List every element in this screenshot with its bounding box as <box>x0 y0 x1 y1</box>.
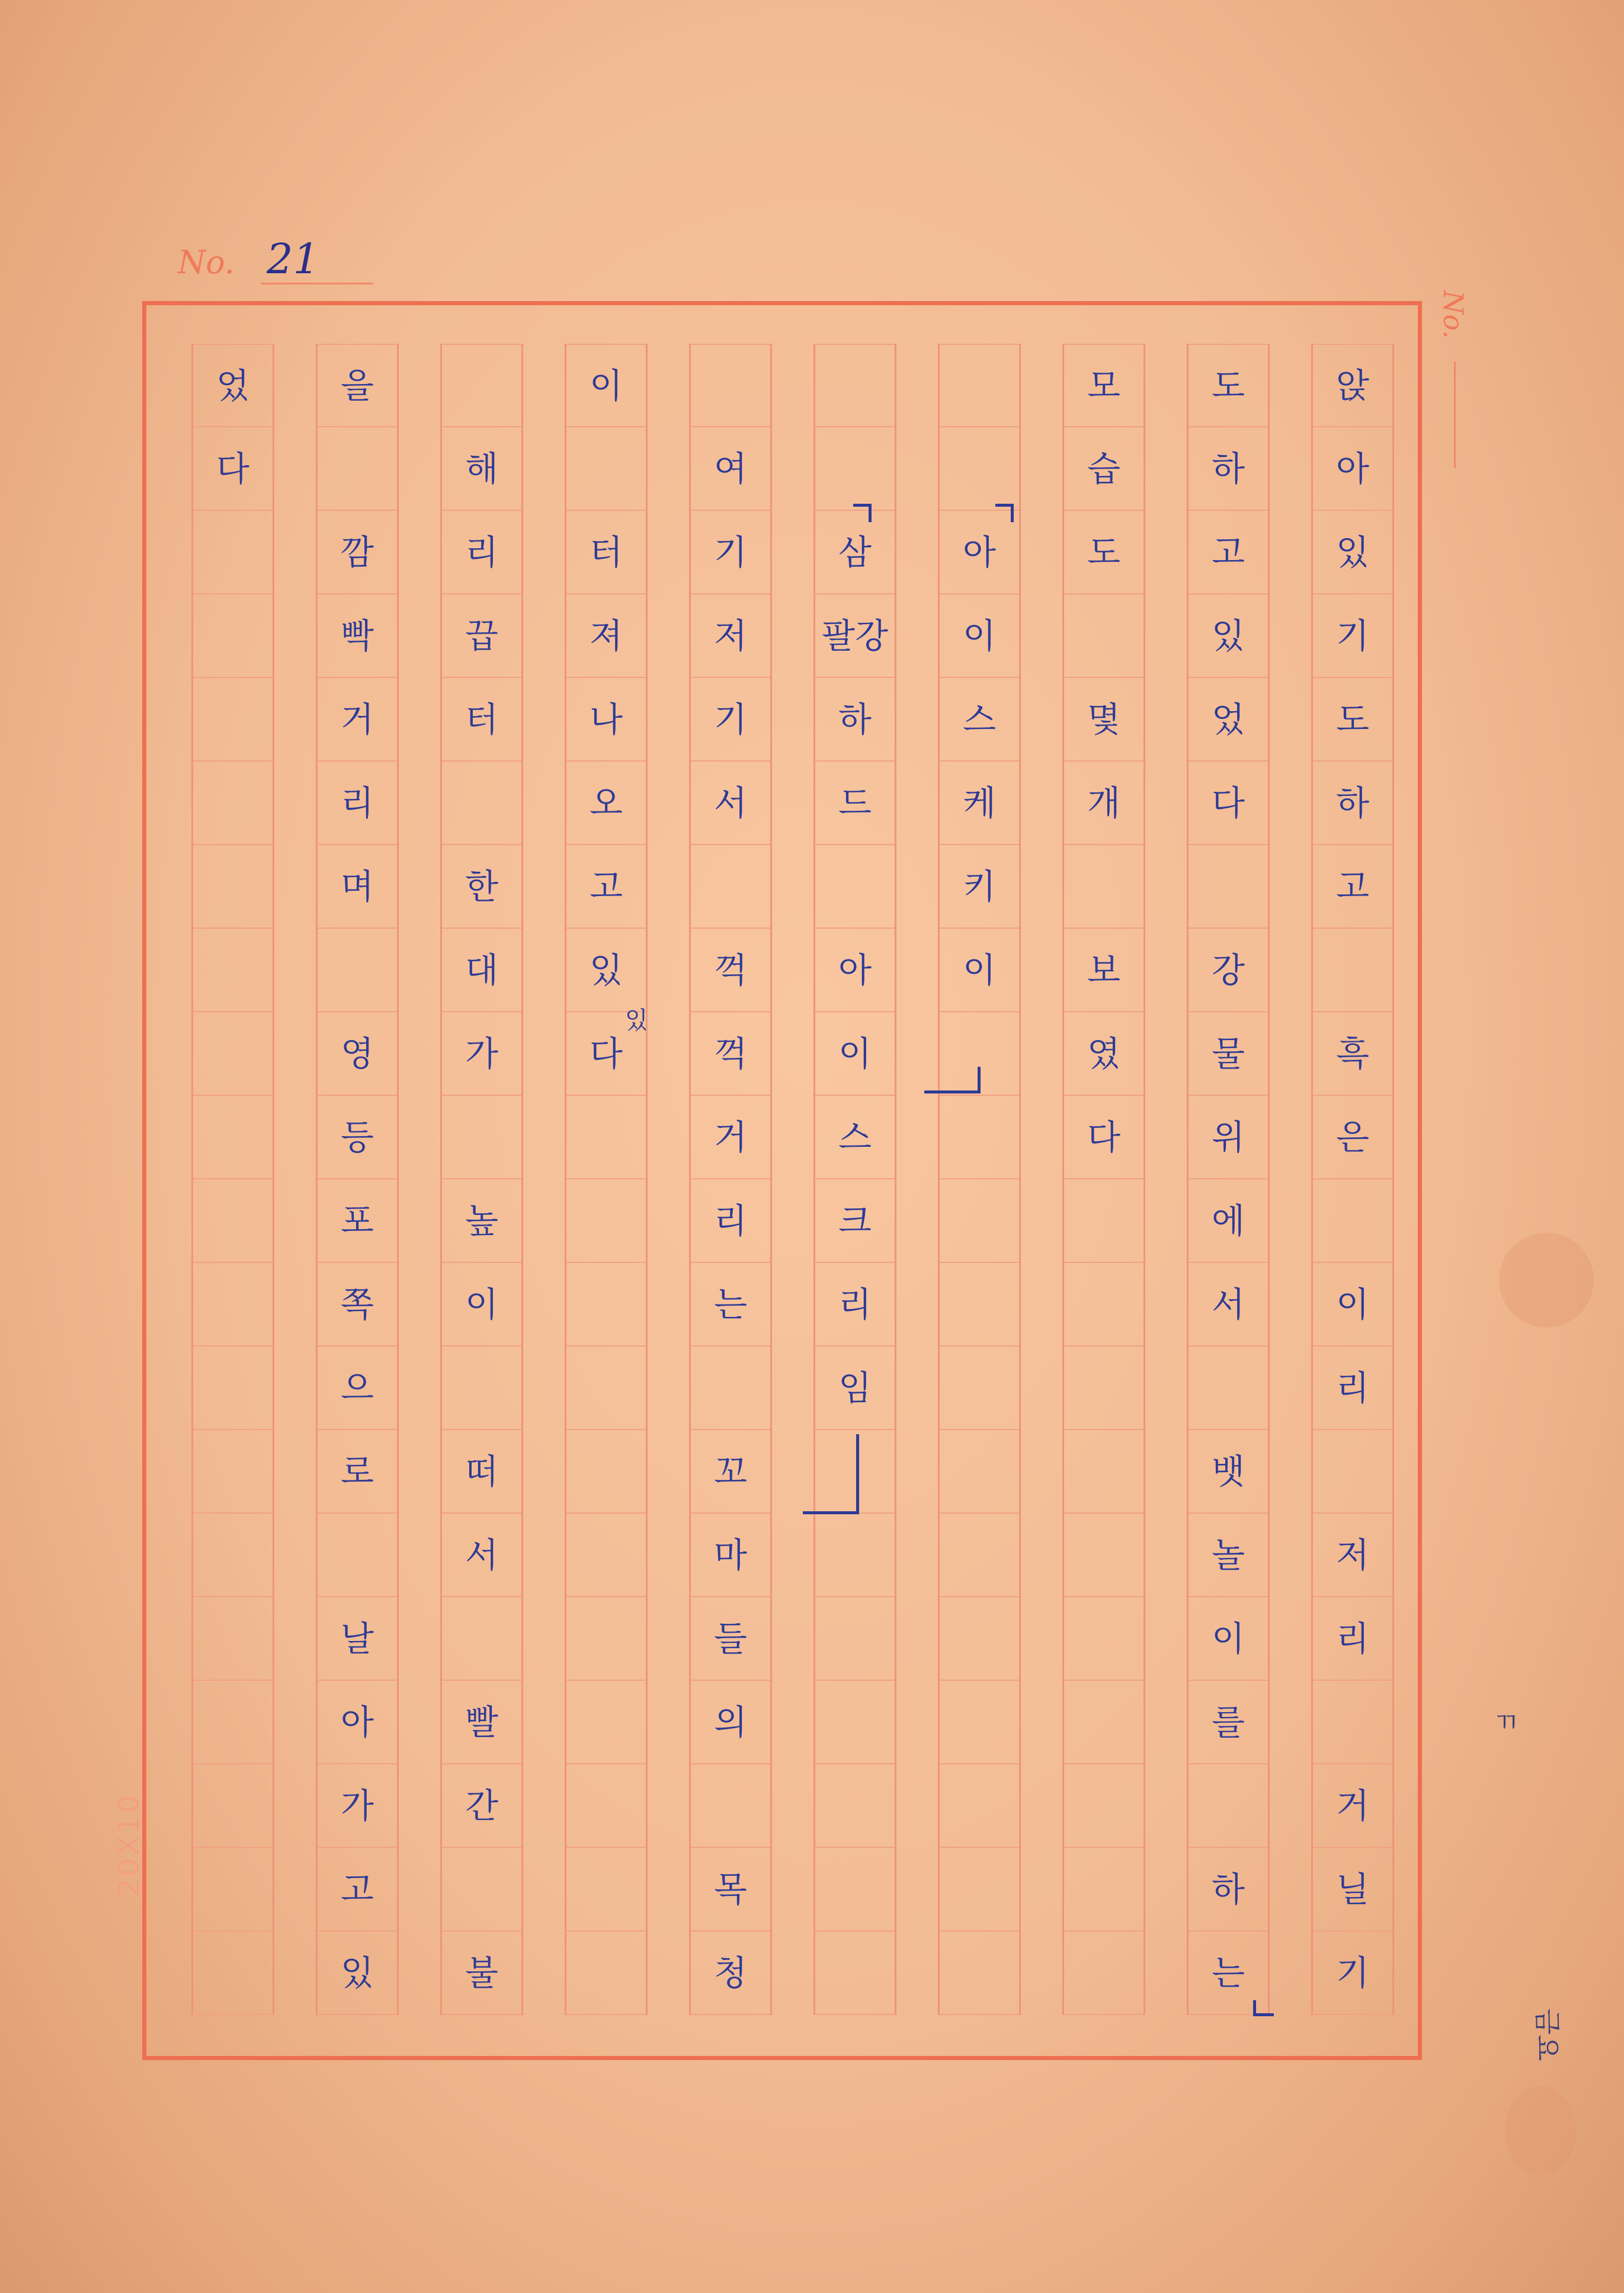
manuscript-cell: 흑 <box>1313 1012 1392 1096</box>
manuscript-cell: 위 <box>1189 1096 1268 1179</box>
manuscript-cell: 가 <box>442 1012 521 1096</box>
manuscript-cell <box>940 344 1019 427</box>
manuscript-cell: 습 <box>1064 427 1143 511</box>
manuscript-column <box>1062 344 1145 2015</box>
manuscript-cell <box>193 1681 273 1764</box>
manuscript-cell: 불 <box>442 1931 521 2015</box>
manuscript-cell: 였 <box>1064 1012 1143 1096</box>
manuscript-cell <box>193 929 273 1012</box>
manuscript-cell <box>566 427 646 511</box>
manuscript-cell: 빨 <box>442 1681 521 1764</box>
manuscript-cell: 하 <box>1189 427 1268 511</box>
manuscript-cell: 의 <box>691 1681 770 1764</box>
manuscript-cell <box>193 1514 273 1597</box>
manuscript-cell <box>1064 1764 1143 1848</box>
manuscript-cell: 마 <box>691 1514 770 1597</box>
manuscript-cell <box>566 1848 646 1931</box>
manuscript-cell: 이 <box>815 1012 895 1096</box>
manuscript-cell <box>691 1764 770 1848</box>
manuscript-cell <box>940 1848 1019 1931</box>
manuscript-cell: 다 <box>1189 762 1268 845</box>
manuscript-cell: 앉 <box>1313 344 1392 427</box>
manuscript-cell <box>442 1597 521 1681</box>
manuscript-cell: 었 <box>1189 678 1268 762</box>
manuscript-cell: 이 <box>566 344 646 427</box>
manuscript-column <box>1187 344 1270 2015</box>
manuscript-cell <box>193 1931 273 2015</box>
manuscript-cell: 오 <box>566 762 646 845</box>
manuscript-cell: 는 <box>691 1263 770 1347</box>
manuscript-cell: 아 <box>1313 427 1392 511</box>
side-number-line <box>1454 362 1456 468</box>
manuscript-cell: 크 <box>815 1179 895 1263</box>
bracket-mark <box>995 504 1014 522</box>
manuscript-cell: 있 <box>1189 594 1268 678</box>
manuscript-cell <box>566 1179 646 1263</box>
manuscript-cell <box>1064 845 1143 929</box>
margin-note-right: ㄲ <box>1493 1706 1520 1738</box>
manuscript-cell <box>193 762 273 845</box>
manuscript-cell: 대 <box>442 929 521 1012</box>
manuscript-cell: 놀 <box>1189 1514 1268 1597</box>
manuscript-cell: 하 <box>815 678 895 762</box>
manuscript-cell <box>566 1931 646 2015</box>
manuscript-cell: 이 <box>1189 1597 1268 1681</box>
manuscript-cell <box>1064 1514 1143 1597</box>
paper-stain <box>1505 2086 1576 2175</box>
manuscript-column <box>565 344 648 2015</box>
manuscript-cell: 고 <box>318 1848 397 1931</box>
manuscript-cell: 목 <box>691 1848 770 1931</box>
manuscript-cell: 저 <box>691 594 770 678</box>
manuscript-cell: 삼 <box>815 511 895 594</box>
manuscript-cell: 이 <box>940 929 1019 1012</box>
manuscript-cell <box>1313 1681 1392 1764</box>
manuscript-cell <box>940 1514 1019 1597</box>
manuscript-cell <box>566 1263 646 1347</box>
manuscript-cell: 거 <box>691 1096 770 1179</box>
manuscript-cell <box>193 1012 273 1096</box>
manuscript-cell <box>566 1347 646 1430</box>
manuscript-cell: 끕 <box>442 594 521 678</box>
manuscript-cell <box>1064 594 1143 678</box>
manuscript-cell <box>940 427 1019 511</box>
manuscript-cell: 아 <box>318 1681 397 1764</box>
page-number <box>178 237 373 284</box>
manuscript-cell: 거 <box>318 678 397 762</box>
manuscript-cell <box>1189 845 1268 929</box>
manuscript-cell: 해 <box>442 427 521 511</box>
manuscript-cell <box>193 1848 273 1931</box>
manuscript-cell: 서 <box>691 762 770 845</box>
manuscript-cell <box>442 762 521 845</box>
manuscript-cell: 고 <box>1189 511 1268 594</box>
manuscript-cell: 로 <box>318 1430 397 1514</box>
manuscript-cell <box>318 427 397 511</box>
manuscript-column <box>813 344 896 2015</box>
manuscript-cell: 여 <box>691 427 770 511</box>
manuscript-cell: 아 <box>815 929 895 1012</box>
manuscript-cell: 드 <box>815 762 895 845</box>
manuscript-cell: 모 <box>1064 344 1143 427</box>
manuscript-cell <box>940 1263 1019 1347</box>
manuscript-cell <box>442 1096 521 1179</box>
manuscript-cell <box>1189 1347 1268 1430</box>
manuscript-cell: 키 <box>940 845 1019 929</box>
manuscript-cell <box>566 1764 646 1848</box>
manuscript-cell <box>815 1514 895 1597</box>
bracket-mark <box>924 1067 981 1093</box>
manuscript-cell: 꺽 <box>691 1012 770 1096</box>
manuscript-cell: 하 <box>1189 1848 1268 1931</box>
manuscript-cell: 리 <box>815 1263 895 1347</box>
manuscript-cell <box>566 1430 646 1514</box>
manuscript-cell <box>193 1096 273 1179</box>
manuscript-cell: 있 <box>1313 511 1392 594</box>
manuscript-cell <box>193 511 273 594</box>
page-number-underline <box>261 283 373 284</box>
manuscript-cell: 개 <box>1064 762 1143 845</box>
manuscript-cell: 은 <box>1313 1096 1392 1179</box>
manuscript-cell: 닐 <box>1313 1848 1392 1931</box>
manuscript-cell: 영 <box>318 1012 397 1096</box>
manuscript-cell <box>815 845 895 929</box>
manuscript-grid <box>185 344 1394 2015</box>
manuscript-cell: 있 <box>318 1931 397 2015</box>
manuscript-cell: 에 <box>1189 1179 1268 1263</box>
manuscript-cell: 도 <box>1313 678 1392 762</box>
manuscript-cell: 임 <box>815 1347 895 1430</box>
manuscript-cell: 거 <box>1313 1764 1392 1848</box>
manuscript-column <box>316 344 399 2015</box>
manuscript-cell: 도 <box>1189 344 1268 427</box>
manuscript-cell <box>1189 1764 1268 1848</box>
manuscript-cell: 며 <box>318 845 397 929</box>
manuscript-cell: 저 <box>1313 1514 1392 1597</box>
manuscript-cell <box>940 1764 1019 1848</box>
paper-size-stamp: 20X10 <box>113 1792 146 1897</box>
manuscript-cell <box>940 1430 1019 1514</box>
manuscript-column <box>689 344 772 2015</box>
manuscript-cell: 나 <box>566 678 646 762</box>
manuscript-cell: 강 <box>1189 929 1268 1012</box>
manuscript-cell: 물 <box>1189 1012 1268 1096</box>
manuscript-cell <box>815 1931 895 2015</box>
manuscript-cell: 포 <box>318 1179 397 1263</box>
manuscript-cell <box>1313 1179 1392 1263</box>
manuscript-cell <box>940 1096 1019 1179</box>
manuscript-cell: 들 <box>691 1597 770 1681</box>
manuscript-cell: 고 <box>1313 845 1392 929</box>
manuscript-cell: 서 <box>442 1514 521 1597</box>
manuscript-cell <box>940 1179 1019 1263</box>
manuscript-cell: 이 <box>442 1263 521 1347</box>
bracket-mark <box>853 504 872 522</box>
manuscript-cell: 터 <box>442 678 521 762</box>
manuscript-cell: 케 <box>940 762 1019 845</box>
manuscript-cell <box>691 1347 770 1430</box>
manuscript-cell <box>940 1681 1019 1764</box>
manuscript-cell: 있 <box>566 929 646 1012</box>
manuscript-cell <box>566 1514 646 1597</box>
manuscript-cell <box>815 427 895 511</box>
manuscript-cell <box>815 344 895 427</box>
side-number-label: No. <box>1437 290 1469 339</box>
manuscript-cell: 도 <box>1064 511 1143 594</box>
manuscript-cell: 를 <box>1189 1681 1268 1764</box>
manuscript-cell <box>566 1597 646 1681</box>
manuscript-cell: 이 <box>940 594 1019 678</box>
manuscript-cell <box>318 1514 397 1597</box>
manuscript-cell: 가 <box>318 1764 397 1848</box>
manuscript-cell <box>940 1931 1019 2015</box>
manuscript-cell <box>691 845 770 929</box>
manuscript-column <box>938 344 1021 2015</box>
manuscript-cell: 터 <box>566 511 646 594</box>
manuscript-cell: 등 <box>318 1096 397 1179</box>
manuscript-cell <box>442 344 521 427</box>
manuscript-cell <box>1064 1681 1143 1764</box>
bracket-mark <box>803 1434 859 1514</box>
manuscript-cell <box>566 1681 646 1764</box>
manuscript-cell: 날 <box>318 1597 397 1681</box>
manuscript-cell: 기 <box>691 678 770 762</box>
manuscript-cell <box>193 1430 273 1514</box>
manuscript-cell <box>691 344 770 427</box>
manuscript-cell: 으 <box>318 1347 397 1430</box>
manuscript-cell: 스 <box>940 678 1019 762</box>
manuscript-cell <box>815 1848 895 1931</box>
manuscript-cell <box>1064 1179 1143 1263</box>
manuscript-cell <box>193 1597 273 1681</box>
manuscript-cell: 뱃 <box>1189 1430 1268 1514</box>
manuscript-column <box>191 344 274 2015</box>
manuscript-cell: 고 <box>566 845 646 929</box>
manuscript-cell: 팔강 <box>815 594 895 678</box>
manuscript-cell <box>193 845 273 929</box>
manuscript-cell: 을 <box>318 344 397 427</box>
manuscript-cell <box>1313 929 1392 1012</box>
manuscript-cell <box>1064 1597 1143 1681</box>
manuscript-cell: 청 <box>691 1931 770 2015</box>
manuscript-column <box>1311 344 1394 2015</box>
manuscript-column <box>440 344 523 2015</box>
manuscript-cell: 몇 <box>1064 678 1143 762</box>
manuscript-cell: 쪽 <box>318 1263 397 1347</box>
manuscript-cell <box>1064 1263 1143 1347</box>
manuscript-cell: 었 <box>193 344 273 427</box>
manuscript-cell <box>318 929 397 1012</box>
bracket-mark <box>1253 2000 1274 2016</box>
manuscript-cell: 는 <box>1189 1931 1268 2015</box>
manuscript-cell: 빡 <box>318 594 397 678</box>
manuscript-cell: 이 <box>1313 1263 1392 1347</box>
manuscript-cell <box>1064 1430 1143 1514</box>
manuscript-cell: 리 <box>442 511 521 594</box>
manuscript-cell: 깜 <box>318 511 397 594</box>
manuscript-cell: 리 <box>1313 1347 1392 1430</box>
manuscript-cell <box>193 1347 273 1430</box>
margin-note-bottom-right: 금요 <box>1531 2008 1564 2061</box>
manuscript-cell: 높 <box>442 1179 521 1263</box>
interlinear-note: 있 <box>625 1007 648 1034</box>
manuscript-cell <box>193 594 273 678</box>
manuscript-cell <box>940 1347 1019 1430</box>
manuscript-cell <box>566 1096 646 1179</box>
manuscript-cell <box>815 1681 895 1764</box>
manuscript-cell: 꺽 <box>691 929 770 1012</box>
manuscript-cell: 리 <box>691 1179 770 1263</box>
manuscript-cell: 떠 <box>442 1430 521 1514</box>
manuscript-cell: 져 <box>566 594 646 678</box>
manuscript-cell <box>193 678 273 762</box>
manuscript-cell: 리 <box>1313 1597 1392 1681</box>
page-number-label: No. <box>178 244 235 281</box>
manuscript-cell: 다 <box>566 1012 646 1096</box>
manuscript-cell <box>193 1764 273 1848</box>
manuscript-cell <box>442 1347 521 1430</box>
manuscript-cell: 다 <box>193 427 273 511</box>
manuscript-cell <box>1064 1931 1143 2015</box>
manuscript-cell <box>940 1597 1019 1681</box>
manuscript-cell: 기 <box>691 511 770 594</box>
paper-stain <box>1499 1233 1594 1328</box>
manuscript-cell: 기 <box>1313 594 1392 678</box>
page-number-value: 21 <box>267 235 320 283</box>
manuscript-cell <box>815 1764 895 1848</box>
manuscript-cell <box>1313 1430 1392 1514</box>
manuscript-cell: 다 <box>1064 1096 1143 1179</box>
manuscript-cell: 아 <box>940 511 1019 594</box>
manuscript-cell <box>1064 1848 1143 1931</box>
manuscript-cell <box>815 1597 895 1681</box>
manuscript-cell: 한 <box>442 845 521 929</box>
manuscript-cell <box>193 1263 273 1347</box>
side-number <box>1437 290 1481 468</box>
manuscript-cell <box>193 1179 273 1263</box>
manuscript-cell: 간 <box>442 1764 521 1848</box>
manuscript-cell: 서 <box>1189 1263 1268 1347</box>
manuscript-cell: 하 <box>1313 762 1392 845</box>
manuscript-cell: 보 <box>1064 929 1143 1012</box>
manuscript-cell: 꼬 <box>691 1430 770 1514</box>
manuscript-cell: 리 <box>318 762 397 845</box>
manuscript-cell: 스 <box>815 1096 895 1179</box>
manuscript-cell <box>442 1848 521 1931</box>
manuscript-cell <box>1064 1347 1143 1430</box>
manuscript-cell: 기 <box>1313 1931 1392 2015</box>
